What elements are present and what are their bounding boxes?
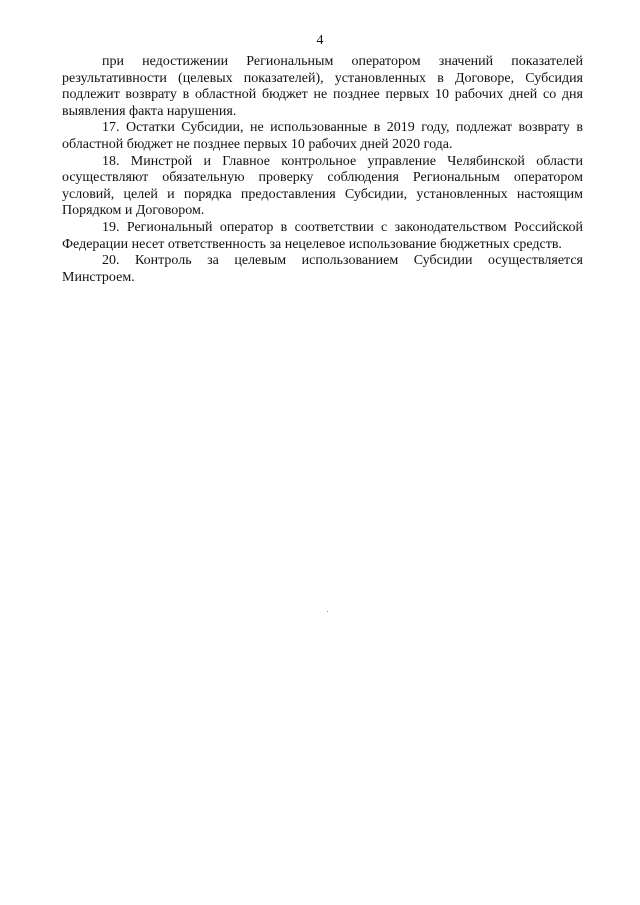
paragraph-18: 18. Минстрой и Главное контрольное управление Челябинской области осуществляют обязательную проверку соблюдения Региональным оператором условий, целей и порядка предоставления Субсидии, установленных настоящим Порядком и Договором. [62,153,583,219]
paragraph-17: 17. Остатки Субсидии, не использованные в 2019 году, подлежат возврату в областной бюджет не позднее первых 10 рабочих дней 2020 года. [62,120,583,152]
paragraph-continuation: при недостижении Региональным оператором значений показателей результативности (целевых показателей), установленных в Договоре, Субсидия подлежит возврату в областной бюджет не позднее первых 10 рабочих дней со дня выявления факта нарушения. [62,54,583,119]
page-number: 4 [316,33,324,48]
paragraph-20: 20. Контроль за целевым использованием Субсидии осуществляется Минстроем. [62,253,583,285]
document-body [62,54,583,286]
paragraph-19: 19. Региональный оператор в соответствии с законодательством Российской Федерации несет ответственность за нецелевое использование бюджетных средств. [62,219,583,252]
scan-speck [327,611,328,612]
